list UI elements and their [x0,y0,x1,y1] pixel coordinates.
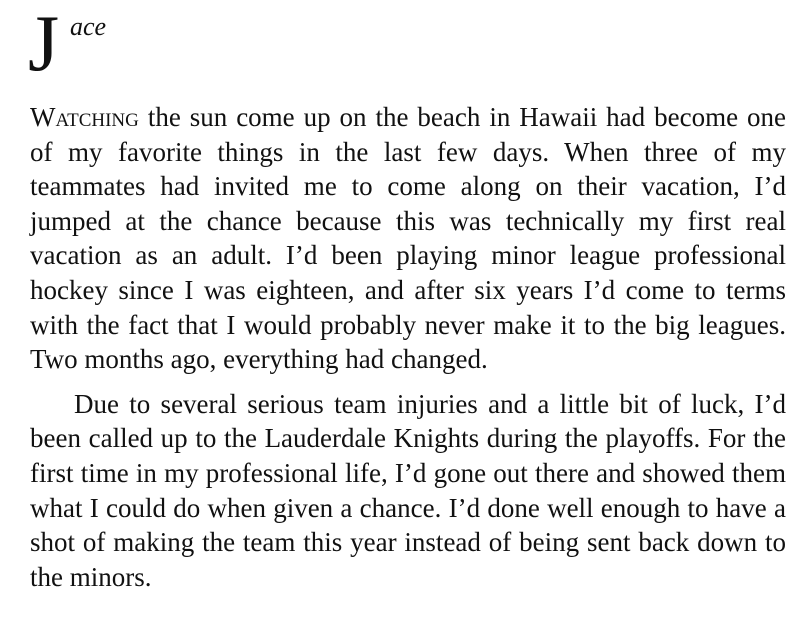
chapter-drop-initial: J [28,0,60,88]
paragraph-1-text: the sun come up on the beach in Hawaii had become one of my favorite things in the last few days. When three of my teammates had invited me to come along on their vacation, I’d jumped at the chance because this was technically my first real vacation as an adult. I’d been playing minor league professional hockey since I was eighteen, and after six years I’d come to terms with the fact that I would probably never make it to the big leagues. Two months ago, everything had changed. [30,102,786,375]
paragraph-2-text: Due to several serious team injuries and a little bit of luck, I’d been called up to the Lauderdale Knights during the playoffs. For the first time in my professional life, I’d gone out there and showed them what I could do when given a chance. I’d done well enough to have a shot of making the team this year instead of being sent back down to the minors. [30,388,786,592]
paragraph-1 [30,100,786,377]
chapter-heading [30,0,786,100]
paragraph-lead-word: Watching [30,102,139,132]
chapter-title-rest: ace [70,12,107,41]
paragraph-2 [30,387,786,595]
page-content [30,0,786,594]
